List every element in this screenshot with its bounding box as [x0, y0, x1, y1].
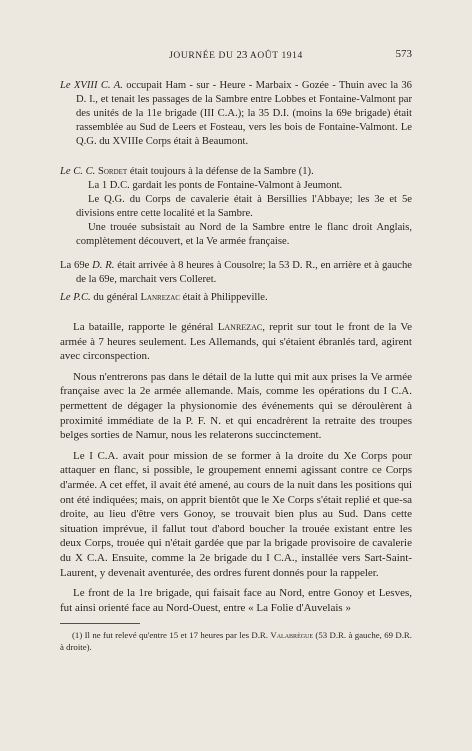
- situation-section: [60, 79, 412, 149]
- footnote-text: (1) Il ne fut relevé qu'entre 15 et 17 heures par les D.R. Valabrègue (53 D.R. à gauche, 69 D.R. à droite).: [60, 630, 412, 652]
- cc-sub-3: Une trouée subsistait au Nord de la Sambre entre le flanc droit Anglais, complètement découvert, et la Ve armée française.: [76, 222, 412, 247]
- reserve-divisions-section: [60, 259, 412, 287]
- body-paragraph-2: Nous n'entrerons pas dans le détail de la lutte qui mit aux prises la Ve armée française avec la 2e armée allemande. Mais, comme les opérations du I C.A. permettent de dégager la physionomie des événements qui se déroulèrent à proximité immédiate de la P. F. N. et qui encadrèrent la retraite des troupes belges sorties de Namur, nous les relaterons succinctement.: [60, 370, 412, 442]
- body-paragraph-1: La bataille, rapporte le général Lanrezac, reprit sur tout le front de la Ve armée à 7 heures seulement. Les Allemands, qui s'étaient ébranlés tard, agirent avec circonspection.: [60, 321, 412, 363]
- xviii-corps-paragraph: Le XVIII C. A. occupait Ham - sur - Heure - Marbaix - Gozée - Thuin avec la 36 D. I., et tenait les passages de la Sambre entre Lobbes et Fontaine-Valmont par des unités de la 11e brigade (III C.A.); la 35 D.I. (moins la 69e brigade) était rassemblée au Sud de Leers et Fosteau, vers les bois de Fontaine-Valmont. Le Q.G. du XVIIIe Corps était à Beaumont.: [60, 80, 412, 147]
- body-paragraph-3: Le I C.A. avait pour mission de se former à la droite du Xe Corps pour attaquer en flanc, si possible, le groupement ennemi agissant contre ce Corps d'armée. A cet effet, il avait été amené, au cours de la nuit dans les positions qui ont été indiquées; mais, on apprit bientôt que le Xe Corps s'était replié et que-sa droite, au lieu d'être vers Gonoy, se trouvait bien plus au Sud. Dans cette situation imprévue, il fallut tout d'abord boucher la trouée existant entre les deux Corps, trouée qui n'était gardée que par la brigade provisoire de cavalerie du X C.A. Ensuite, comme la 2e brigade du I C.A., installée vers Sart-Saint-Laurent, y devenait aventurée, des ordres furent donnés pour la rappeler.: [60, 449, 412, 579]
- pc-paragraph: Le P.C. du général Lanrezac était à Philippeville.: [60, 292, 268, 303]
- running-head: JOURNÉE DU 23 AOÛT 1914: [169, 49, 303, 61]
- command-post-section: [60, 291, 412, 305]
- cc-paragraph: Le C. C. Sordet était toujours à la défense de la Sambre (1).: [60, 166, 314, 177]
- footnote: [60, 630, 412, 653]
- cc-sub-1: La 1 D.C. gardait les ponts de Fontaine-Valmont à Jeumont.: [88, 180, 343, 191]
- page-header: [0, 49, 472, 63]
- cc-sub-2: Le Q.G. du Corps de cavalerie était à Bersillies l'Abbaye; les 3e et 5e divisions entre cette localité et la Sambre.: [76, 194, 412, 219]
- cavalry-corps-section: [60, 165, 412, 249]
- page-number: 573: [395, 48, 412, 60]
- footnote-rule: [60, 623, 140, 624]
- body-paragraph-4: Le front de la 1re brigade, qui faisait face au Nord, entre Gonoy et Lesves, fut ainsi orienté face au Nord-Ouest, entre « La Folie d'Auvelais »: [60, 587, 412, 614]
- dr-paragraph: La 69e D. R. était arrivée à 8 heures à Cousolre; la 53 D. R., en arrière et à gauche de la 69e, marchait vers Colleret.: [60, 260, 412, 285]
- body-text: [60, 320, 412, 615]
